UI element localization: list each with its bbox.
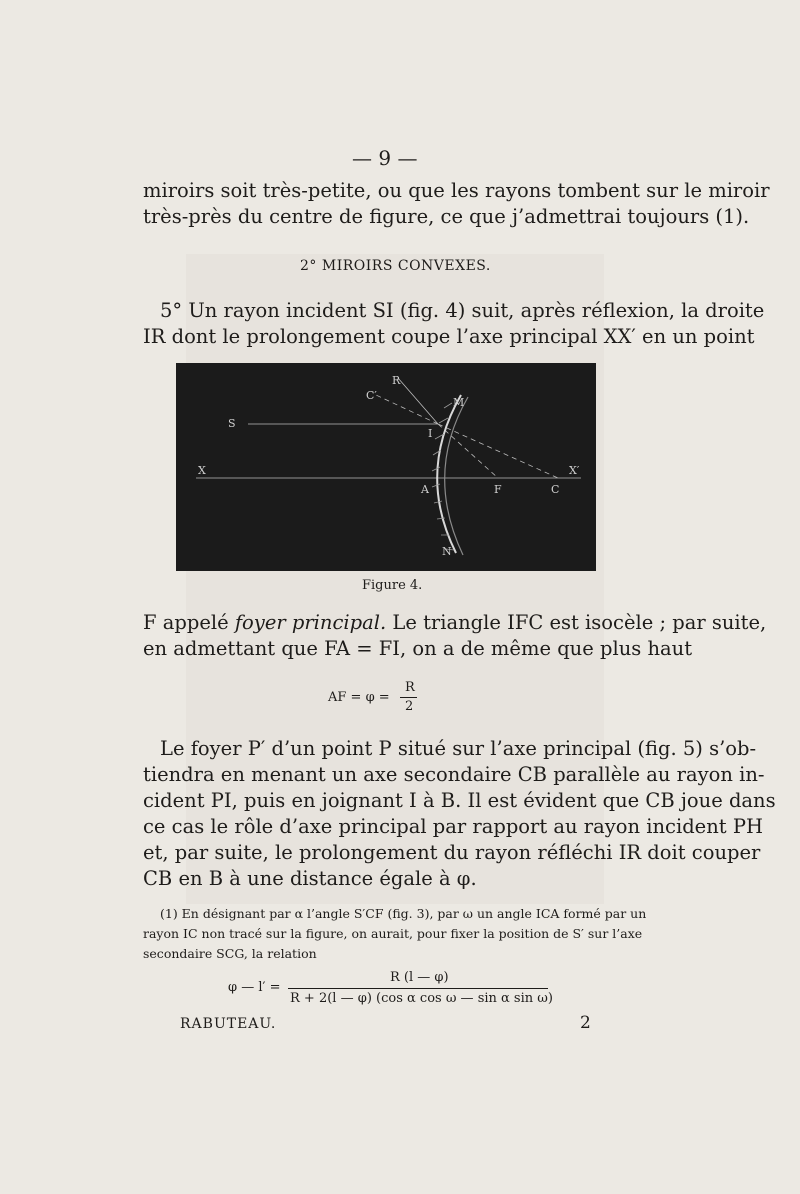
para5-line-2: IR dont le prolongement coupe l’axe principal XX′ en un point bbox=[143, 325, 755, 348]
secondary-axis bbox=[376, 395, 438, 424]
para5-line-1: 5° Un rayon incident SI (fig. 4) suit, après réflexion, la droite bbox=[160, 299, 765, 322]
figure-4-convex-mirror bbox=[176, 363, 596, 571]
intro-line-2: très-près du centre de figure, ce que j’admettrai toujours (1). bbox=[143, 205, 750, 228]
paraF-line-1 bbox=[143, 610, 766, 636]
label-N: N bbox=[442, 545, 452, 558]
paraF-line-1-text: F appelé foyer principal. Le triangle IFC est isocèle ; par suite, bbox=[143, 611, 767, 634]
label-C: C bbox=[551, 483, 560, 496]
label-F: F bbox=[494, 483, 502, 496]
page-number: — 9 — bbox=[352, 146, 418, 170]
footer-author: RABUTEAU. bbox=[180, 1016, 277, 1032]
label-C-prime: C′ bbox=[366, 389, 377, 402]
label-R: R bbox=[392, 374, 401, 387]
para-foyer-line-4: ce cas le rôle d’axe principal par rapport au rayon incident PH bbox=[143, 815, 763, 838]
formula-lhs: AF = φ = bbox=[328, 690, 390, 705]
footer-signature: 2 bbox=[580, 1013, 591, 1033]
figure-caption: Figure 4. bbox=[362, 578, 423, 593]
label-I: I bbox=[428, 427, 433, 440]
section-heading: 2° MIROIRS CONVEXES. bbox=[300, 258, 491, 274]
normal-extension bbox=[438, 424, 558, 478]
para-foyer-line-5: et, par suite, le prolongement du rayon réfléchi IR doit couper bbox=[143, 841, 761, 864]
paraF-line-2: en admettant que FA = FI, on a de même que plus haut bbox=[143, 637, 693, 660]
para-foyer-line-6: CB en B à une distance égale à φ. bbox=[143, 867, 477, 890]
para-foyer-line-3: cident PI, puis en joignant I à B. Il est évident que CB joue dans bbox=[143, 789, 776, 812]
intro-line-1: miroirs soit très-petite, ou que les rayons tombent sur le miroir bbox=[143, 179, 770, 202]
para-foyer-line-2: tiendra en menant un axe secondaire CB parallèle au rayon in- bbox=[143, 763, 765, 786]
label-A: A bbox=[421, 483, 429, 496]
label-S: S bbox=[228, 417, 236, 430]
formula-fraction-bar bbox=[400, 697, 417, 698]
reflected-ray bbox=[398, 378, 438, 424]
figure-4-drawing bbox=[176, 363, 596, 571]
footnote-formula-bar bbox=[288, 988, 548, 989]
formula-numerator: R bbox=[405, 680, 415, 695]
foyer-principal-term: foyer principal. bbox=[234, 611, 387, 634]
footnote-line-3: secondaire SCG, la relation bbox=[143, 946, 317, 961]
footnote-formula-denominator: R + 2(l — φ) (cos α cos ω — sin α sin ω) bbox=[290, 991, 553, 1006]
label-X: X bbox=[198, 464, 206, 477]
mirror-hatching bbox=[432, 403, 454, 550]
footnote-line-2: rayon IC non tracé sur la figure, on aurait, pour fixer la position de S′ sur l’axe bbox=[143, 926, 643, 941]
label-M: M bbox=[453, 396, 465, 409]
formula-denominator: 2 bbox=[405, 699, 414, 714]
para-foyer-line-1: Le foyer P′ d’un point P situé sur l’axe principal (fig. 5) s’ob- bbox=[160, 737, 757, 760]
footnote-formula-lhs: φ — l′ = bbox=[228, 980, 281, 995]
label-X-prime: X′ bbox=[569, 464, 580, 477]
footnote-line-1: (1) En désignant par α l’angle S′CF (fig. 3), par ω un angle ICA formé par un bbox=[160, 906, 647, 921]
footnote-formula-numerator: R (l — φ) bbox=[390, 970, 449, 985]
